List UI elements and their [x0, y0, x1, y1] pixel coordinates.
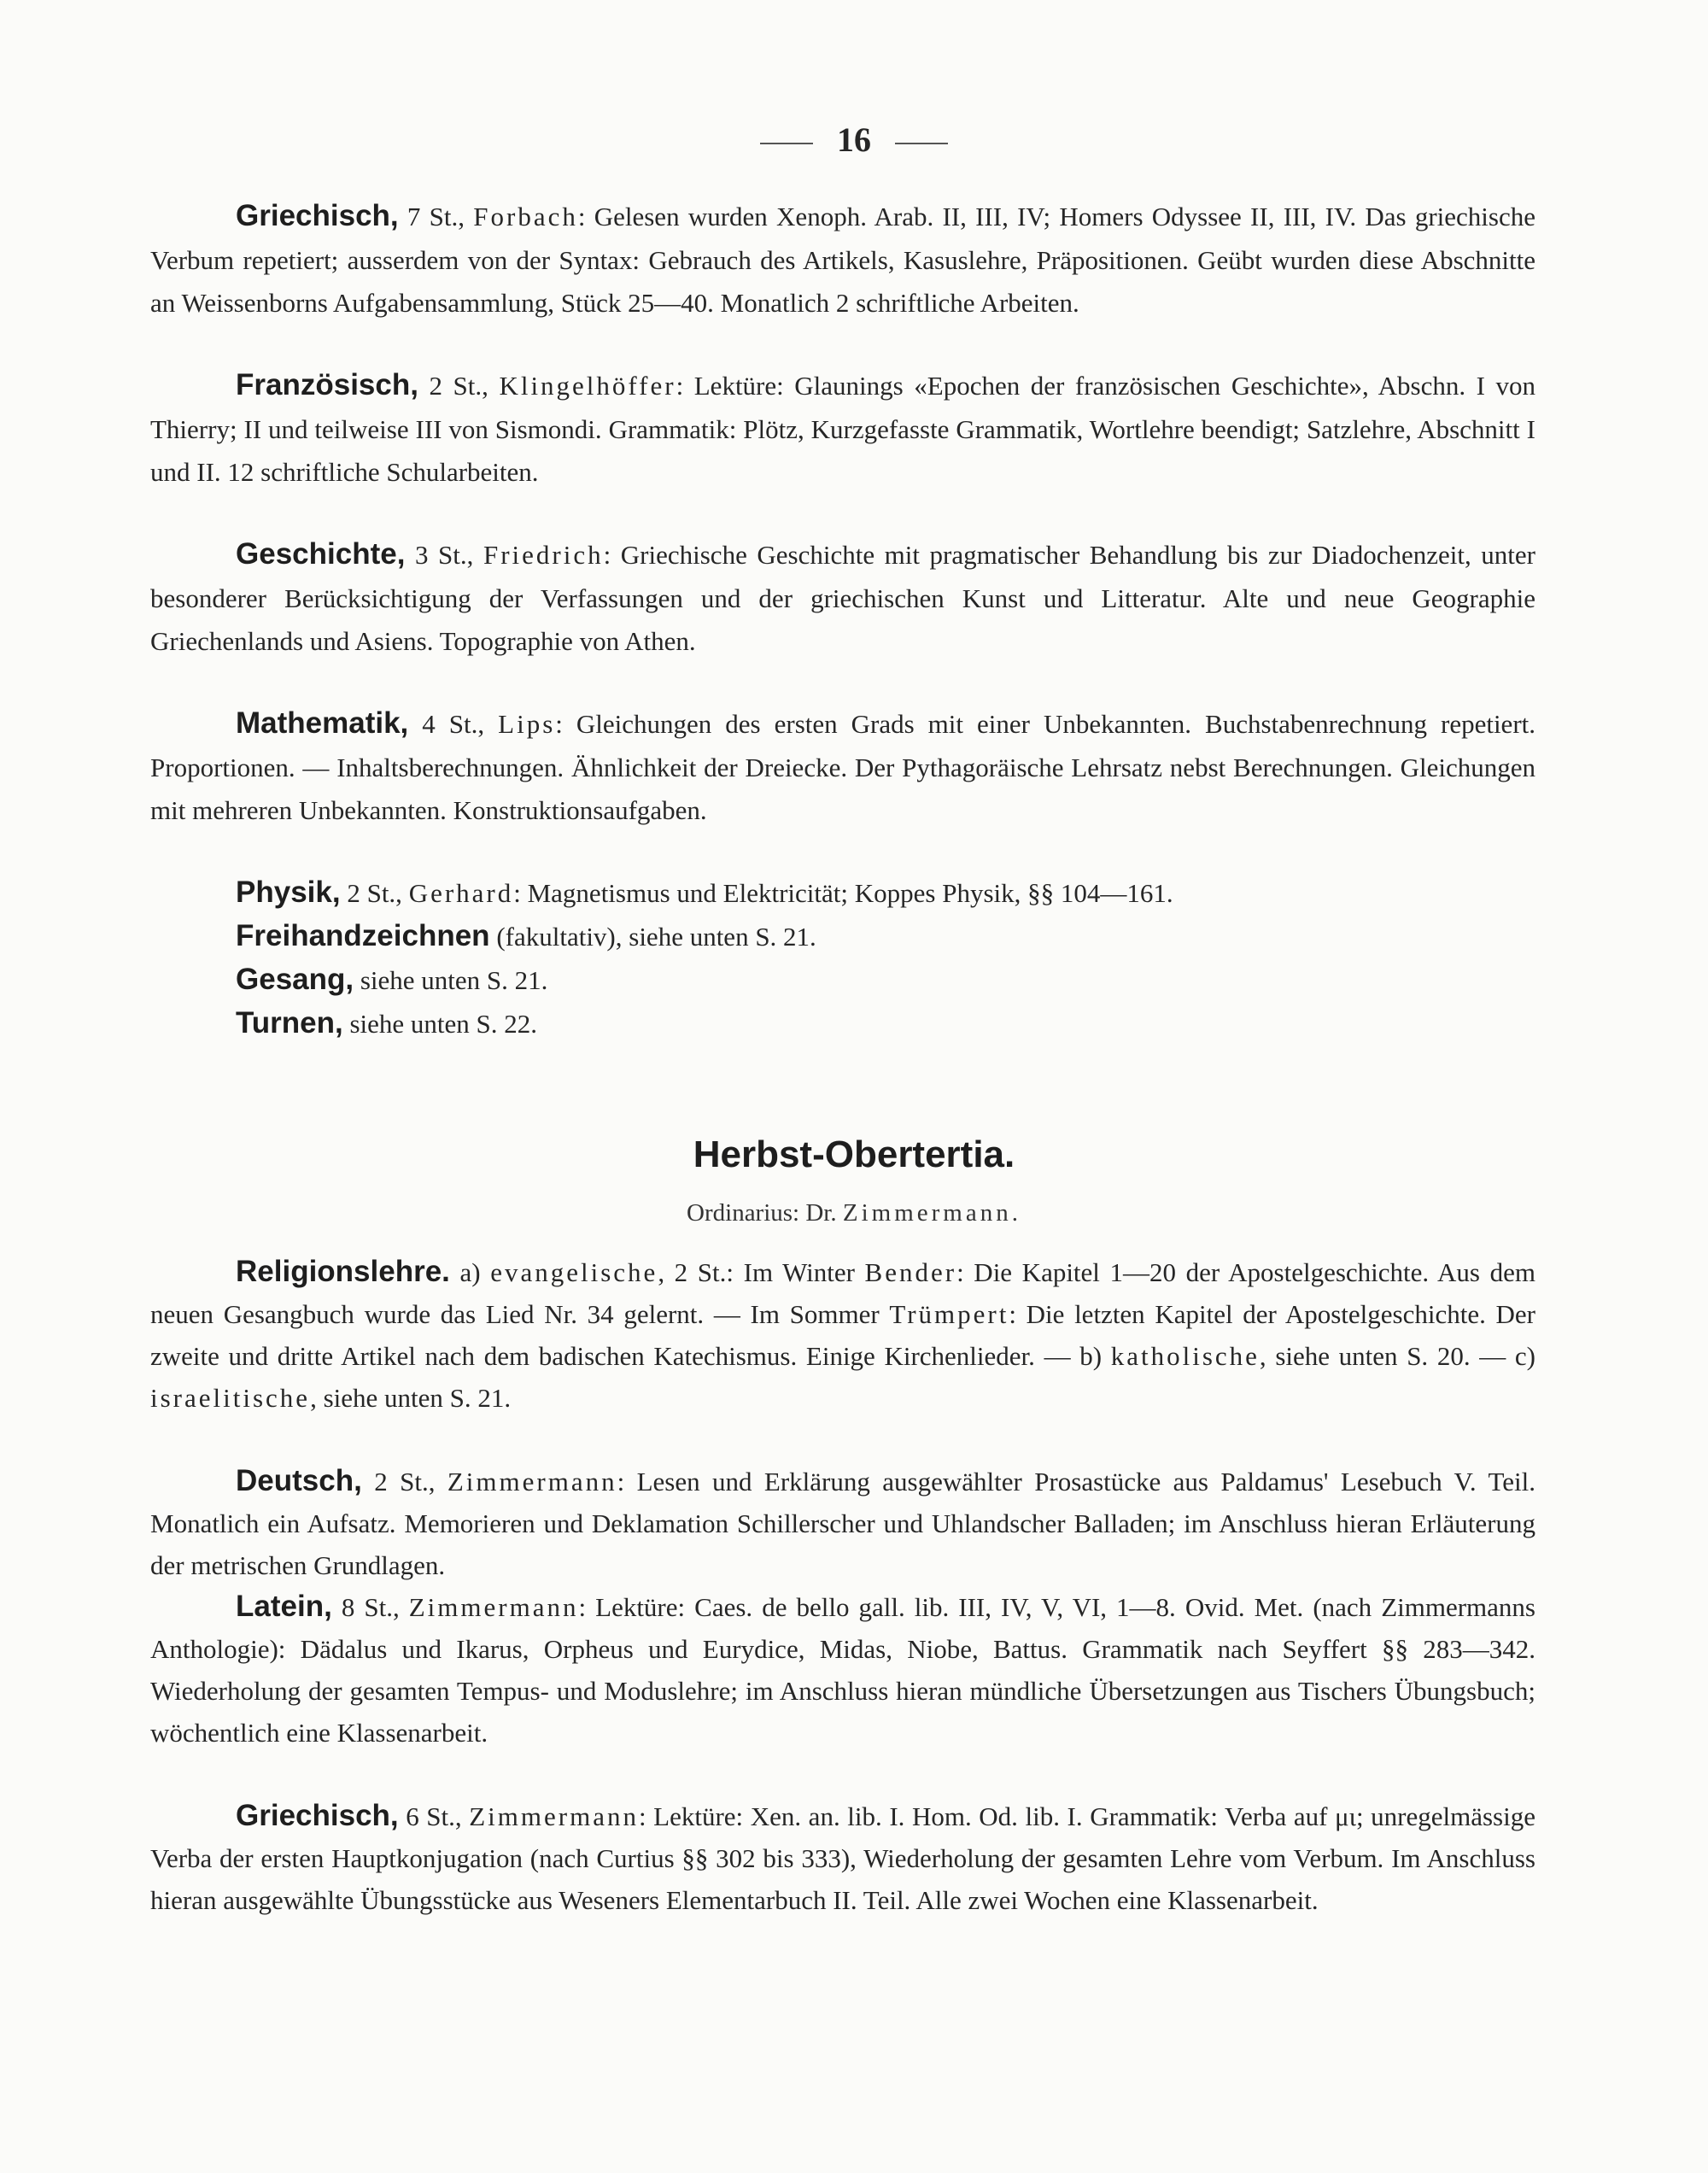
teacher-name: Klingelhöffer: [499, 371, 676, 401]
left-dash: [760, 143, 813, 144]
mathematik-paragraph: Mathematik, 4 St., Lips: Gleichungen des ersten Grads mit einer Unbekannten. Buchstabenrechnung repetiert. Proportionen. — Inhaltsberechnungen. Ähnlichkeit der Dreiecke. Der Pythagoräische Lehrsatz nebst Berechnungen. Gleichungen mit mehreren Unbekannten. Konstruktionsaufgaben.: [150, 702, 1535, 833]
subject-heading: Mathematik,: [236, 706, 409, 740]
subject-heading: Latein,: [236, 1590, 332, 1623]
geschichte-paragraph: Geschichte, 3 St., Friedrich: Griechische Geschichte mit pragmatischer Behandlung bis zur Diadochenzeit, unter besonderer Berücksichtigung der Verfassungen und der griechischen Kunst und Litteratur. Alte und neue Geographie Griechenlands und Asiens. Topographie von Athen.: [150, 533, 1535, 664]
griechisch-paragraph: Griechisch, 7 St., Forbach: Gelesen wurden Xenoph. Arab. II, III, IV; Homers Odyssee II, III, IV. Das griechische Verbum repetiert; ausserdem von der Syntax: Gebrauch des Artikels, Kasuslehre, Präpositionen. Geübt wurden diese Abschnitte an Weissenborns Aufgabensammlung, Stück 25—40. Monatlich 2 schriftliche Arbeiten.: [150, 195, 1535, 325]
subject-heading: Griechisch,: [236, 1799, 399, 1832]
page-number: 16: [0, 118, 1708, 162]
right-dash: [895, 143, 948, 144]
teacher-name: Zimmermann: [469, 1801, 639, 1831]
teacher-name: Bender: [864, 1257, 957, 1287]
subject-heading: Religionslehre.: [236, 1255, 450, 1288]
physik-paragraph: Physik, 2 St., Gerhard: Magnetismus und Elektricität; Koppes Physik, §§ 104—161. Freihandzeichnen (fakultativ), siehe unten S. 21. Gesang, siehe unten S. 21. Turnen, siehe unten S. 22.: [150, 871, 1535, 1046]
teacher-name: Trümpert: [889, 1299, 1009, 1329]
teacher-name: Zimmermann: [447, 1467, 617, 1496]
subject-heading: Französisch,: [236, 368, 418, 401]
section-heading: Herbst-Obertertia.: [693, 1133, 1015, 1175]
teacher-name: Friedrich: [483, 540, 604, 570]
deutsch-paragraph: Deutsch, 2 St., Zimmermann: Lesen und Erklärung ausgewählter Prosastücke aus Paldamus' Lesebuch V. Teil. Monatlich ein Aufsatz. Memorieren und Deklamation Schillerscher und Uhlandscher Balladen; im Anschluss hieran Erläuterung der metrischen Grundlagen.: [150, 1460, 1535, 1586]
subject-heading: Physik,: [236, 876, 341, 909]
religion-paragraph: Religionslehre. a) evangelische, 2 St.: Im Winter Bender: Die Kapitel 1—20 der Apostelgeschichte. Aus dem neuen Gesangbuch wurde das Lied Nr. 34 gelernt. — Im Sommer Trümpert: Die letzten Kapitel der Apostelgeschichte. Der zweite und dritte Artikel nach dem badischen Katechismus. Einige Kirchenlieder. — b) katholische, siehe unten S. 20. — c) israelitische, siehe unten S. 21.: [150, 1250, 1535, 1419]
franzoesisch-paragraph: Französisch, 2 St., Klingelhöffer: Lektüre: Glaunings «Epochen der französischen Geschichte», Abschn. I von Thierry; II und teilweise III von Sismondi. Grammatik: Plötz, Kurzgefasste Grammatik, Wortlehre beendigt; Satzlehre, Abschnitt I und II. 12 schriftliche Schularbeiten.: [150, 364, 1535, 495]
subject-heading: Gesang,: [236, 963, 354, 996]
subject-heading: Geschichte,: [236, 537, 406, 571]
teacher-name: Zimmermann.: [842, 1199, 1021, 1227]
teacher-name: Forbach: [473, 202, 578, 231]
griechisch-paragraph: Griechisch, 6 St., Zimmermann: Lektüre: Xen. an. lib. I. Hom. Od. lib. I. Grammatik: Verba auf μι; unregelmässige Verba der ersten Hauptkonjugation (nach Curtius §§ 302 bis 333), Wiederholung der gesamten Lehre vom Verbum. Im Anschluss hieran ausgewählte Übungsstücke aus Weseners Elementarbuch II. Teil. Alle zwei Wochen eine Klassenarbeit.: [150, 1795, 1535, 1921]
teacher-name: Lips: [498, 709, 556, 739]
subject-heading: Griechisch,: [236, 199, 399, 232]
teacher-name: Gerhard: [408, 878, 514, 908]
teacher-name: Zimmermann: [408, 1592, 579, 1622]
subject-heading: Freihandzeichnen: [236, 919, 490, 952]
latein-paragraph: Latein, 8 St., Zimmermann: Lektüre: Caes. de bello gall. lib. III, IV, V, VI, 1—8. Ovid. Met. (nach Zimmermanns Anthologie): Dädalus und Ikarus, Orpheus und Eurydice, Midas, Niobe, Battus. Grammatik nach Seyffert §§ 283—342. Wiederholung der gesamten Tempus- und Moduslehre; im Anschluss hieran mündliche Übersetzungen aus Tischers Übungsbuch; wöchentlich eine Klassenarbeit.: [150, 1585, 1535, 1754]
subject-heading: Deutsch,: [236, 1464, 362, 1497]
subject-heading: Turnen,: [236, 1006, 343, 1040]
ordinarius-line: Ordinarius: Dr. Zimmermann.: [687, 1199, 1021, 1227]
